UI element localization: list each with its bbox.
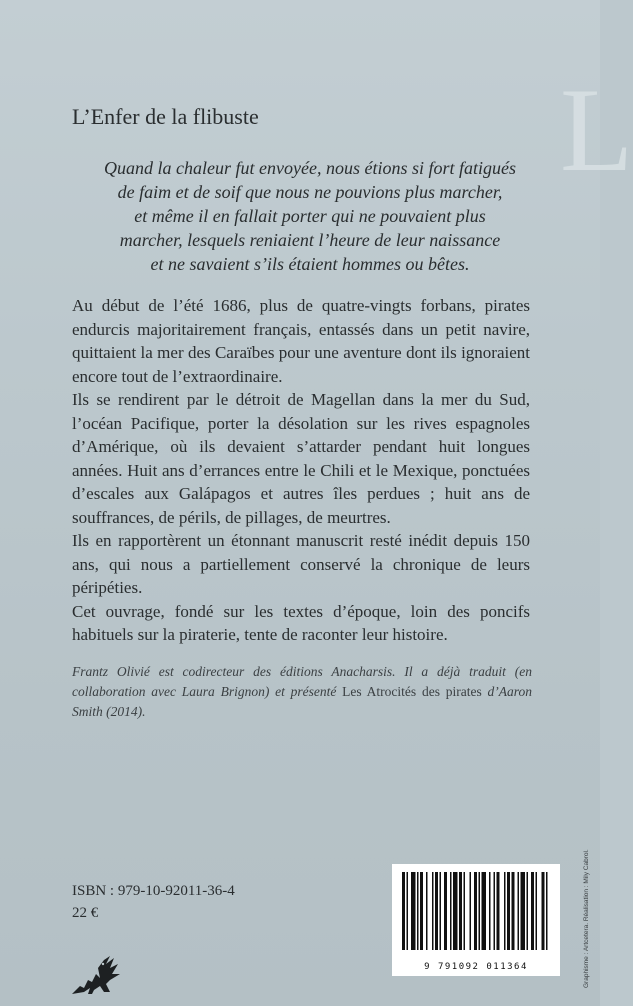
barcode-bar bbox=[479, 872, 481, 950]
epigraph-line: marcher, lesquels reniaient l’heure de leur naissance bbox=[119, 230, 501, 250]
isbn: ISBN : 979-10-92011-36-4 bbox=[72, 883, 235, 899]
barcode-bar bbox=[482, 872, 487, 950]
barcode-bar bbox=[531, 872, 534, 950]
epigraph-line: de faim et de soif que nous ne pouvions plus marcher, bbox=[117, 182, 503, 202]
side-credit: Graphisme : Artcetera. Réalisation : Mily Cabrol. bbox=[583, 849, 590, 988]
blurb-paragraph: Ils se rendirent par le détroit de Magellan dans la mer du Sud, l’océan Pacifique, porter la désolation sur les rives espagnoles d’Amérique, où ils devaient s’attarder pendant huit longues années. Huit ans d’errances entre le Chili et le Mexique, ponctuées d’escales aux Galápagos et autres îles perdues ; huit ans de souffrances, de périls, de pillages, de meurtres. bbox=[72, 390, 530, 527]
barcode-bar bbox=[459, 872, 462, 950]
barcode bbox=[392, 864, 560, 976]
blurb-paragraph: Ils en rapportèrent un étonnant manuscrit resté inédit depuis 150 ans, qui nous a partiellement conservé la chronique de leurs péripéties. bbox=[72, 531, 530, 597]
barcode-bar bbox=[474, 872, 477, 950]
barcode-bar bbox=[546, 872, 548, 950]
barcode-bar bbox=[464, 872, 466, 950]
barcode-bar bbox=[518, 872, 520, 950]
barcode-bar bbox=[489, 872, 491, 950]
barcode-bar bbox=[507, 872, 510, 950]
barcode-bar bbox=[411, 872, 416, 950]
author-note-text-end: d’Aaron Smith (2014). bbox=[72, 684, 532, 719]
barcode-bar bbox=[432, 872, 434, 950]
author-note-work-title: Les Atrocités des pirates bbox=[342, 684, 482, 699]
barcode-bar bbox=[497, 872, 500, 950]
decorative-letter: L bbox=[560, 63, 633, 196]
isbn-block bbox=[72, 880, 235, 924]
barcode-bar bbox=[512, 872, 515, 950]
winged-griffin-logo-icon bbox=[70, 952, 126, 996]
barcode-bar bbox=[426, 872, 428, 950]
barcode-bar bbox=[435, 872, 438, 950]
author-note-text: Frantz Olivié est codirecteur des éditions Anacharsis. Il a déjà traduit (en collaboration avec Laura Brignon) et présenté bbox=[72, 664, 532, 699]
price: 22 € bbox=[72, 905, 99, 921]
barcode-bar bbox=[527, 872, 529, 950]
barcode-bar bbox=[504, 872, 506, 950]
author-note bbox=[72, 662, 532, 722]
barcode-bar bbox=[536, 872, 538, 950]
blurb-paragraph: Cet ouvrage, fondé sur les textes d’époque, loin des poncifs habituels sur la piraterie, tente de raconter leur histoire. bbox=[72, 601, 530, 644]
barcode-digits: 9 791092 011364 bbox=[424, 962, 528, 972]
barcode-bar bbox=[402, 872, 405, 950]
barcode-bars bbox=[392, 864, 560, 960]
epigraph-line: Quand la chaleur fut envoyée, nous étions si fort fatigués bbox=[104, 158, 516, 178]
blurb-paragraph: Au début de l’été 1686, plus de quatre-vingts forbans, pirates endurcis majoritairement français, entassés dans un petit navire, quittaient la mer des Caraïbes pour une aventure dont ils ignoraient encore tout de l’extraordinaire. bbox=[72, 296, 530, 386]
barcode-bar bbox=[542, 872, 545, 950]
book-title: L’Enfer de la flibuste bbox=[72, 104, 259, 129]
barcode-bar bbox=[470, 872, 472, 950]
epigraph-line: et ne savaient s’ils étaient hommes ou bêtes. bbox=[150, 254, 470, 274]
barcode-bar bbox=[407, 872, 409, 950]
barcode-bar bbox=[521, 872, 526, 950]
epigraph bbox=[80, 156, 540, 276]
epigraph-line: et même il en fallait porter qui ne pouvaient plus bbox=[134, 206, 486, 226]
barcode-bar bbox=[450, 872, 452, 950]
barcode-bar bbox=[440, 872, 442, 950]
barcode-bar bbox=[420, 872, 423, 950]
barcode-bar bbox=[494, 872, 496, 950]
blurb bbox=[72, 294, 530, 647]
barcode-bar bbox=[444, 872, 447, 950]
barcode-bar bbox=[417, 872, 419, 950]
barcode-bar bbox=[453, 872, 458, 950]
